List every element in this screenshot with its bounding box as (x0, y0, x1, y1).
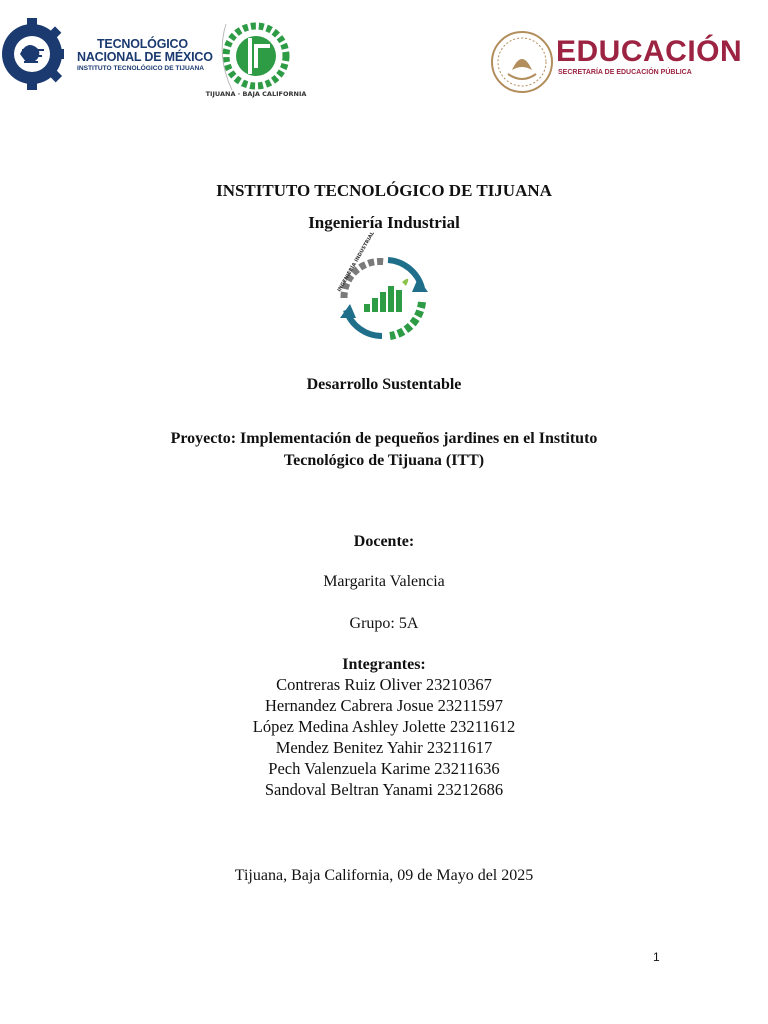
sep-wordmark (556, 36, 742, 78)
subject-name: Desarrollo Sustentable (306, 376, 462, 393)
tecnm-logo (0, 6, 70, 107)
itt-ring-text: TIJUANA · BAJA CALIFORNIA (205, 90, 307, 98)
page-number: 1 (653, 950, 660, 964)
list-item: Sandoval Beltran Yanami 23212686 (264, 780, 504, 799)
institution-name: INSTITUTO TECNOLÓGICO DE TIJUANA (216, 181, 552, 200)
list-item: Hernandez Cabrera Josue 23211597 (264, 696, 504, 715)
list-item: López Medina Ashley Jolette 23211612 (252, 717, 516, 736)
group-label: Grupo: 5A (349, 615, 419, 632)
tecnm-line-3: INSTITUTO TECNOLÓGICO DE TIJUANA (77, 65, 204, 72)
members-list (0, 674, 768, 800)
project-title-line-2: Tecnológico de Tijuana (ITT) (283, 452, 485, 469)
members-label: Integrantes: (342, 656, 426, 673)
career-name: Ingeniería Industrial (308, 213, 460, 232)
sep-subtitle: SECRETARÍA DE EDUCACIÓN PÚBLICA (558, 69, 692, 76)
list-item: Mendez Benitez Yahir 23211617 (275, 738, 493, 757)
place-date: Tijuana, Baja California, 09 de Mayo del 2025 (234, 867, 534, 884)
tecnm-line-1: TECNOLÓGICO (97, 37, 188, 51)
list-item: Contreras Ruiz Oliver 23210367 (276, 675, 492, 694)
teacher-label: Docente: (353, 533, 415, 550)
project-title (0, 428, 768, 472)
list-item: Pech Valenzuela Karime 23211636 (268, 759, 500, 778)
itt-logo (205, 14, 307, 103)
emblem-ring-text: INGENIERÍA INDUSTRIAL (336, 230, 376, 293)
industrial-engineering-emblem (332, 230, 436, 347)
teacher-name: Margarita Valencia (323, 573, 445, 590)
sep-seal-icon (490, 30, 554, 99)
tecnm-line-2: NACIONAL DE MÉXICO (77, 50, 213, 64)
tecnm-wordmark (77, 38, 217, 73)
sep-title: EDUCACIÓN (556, 35, 743, 68)
project-title-line-1: Proyecto: Implementación de pequeños jardines en el Instituto (170, 430, 598, 447)
